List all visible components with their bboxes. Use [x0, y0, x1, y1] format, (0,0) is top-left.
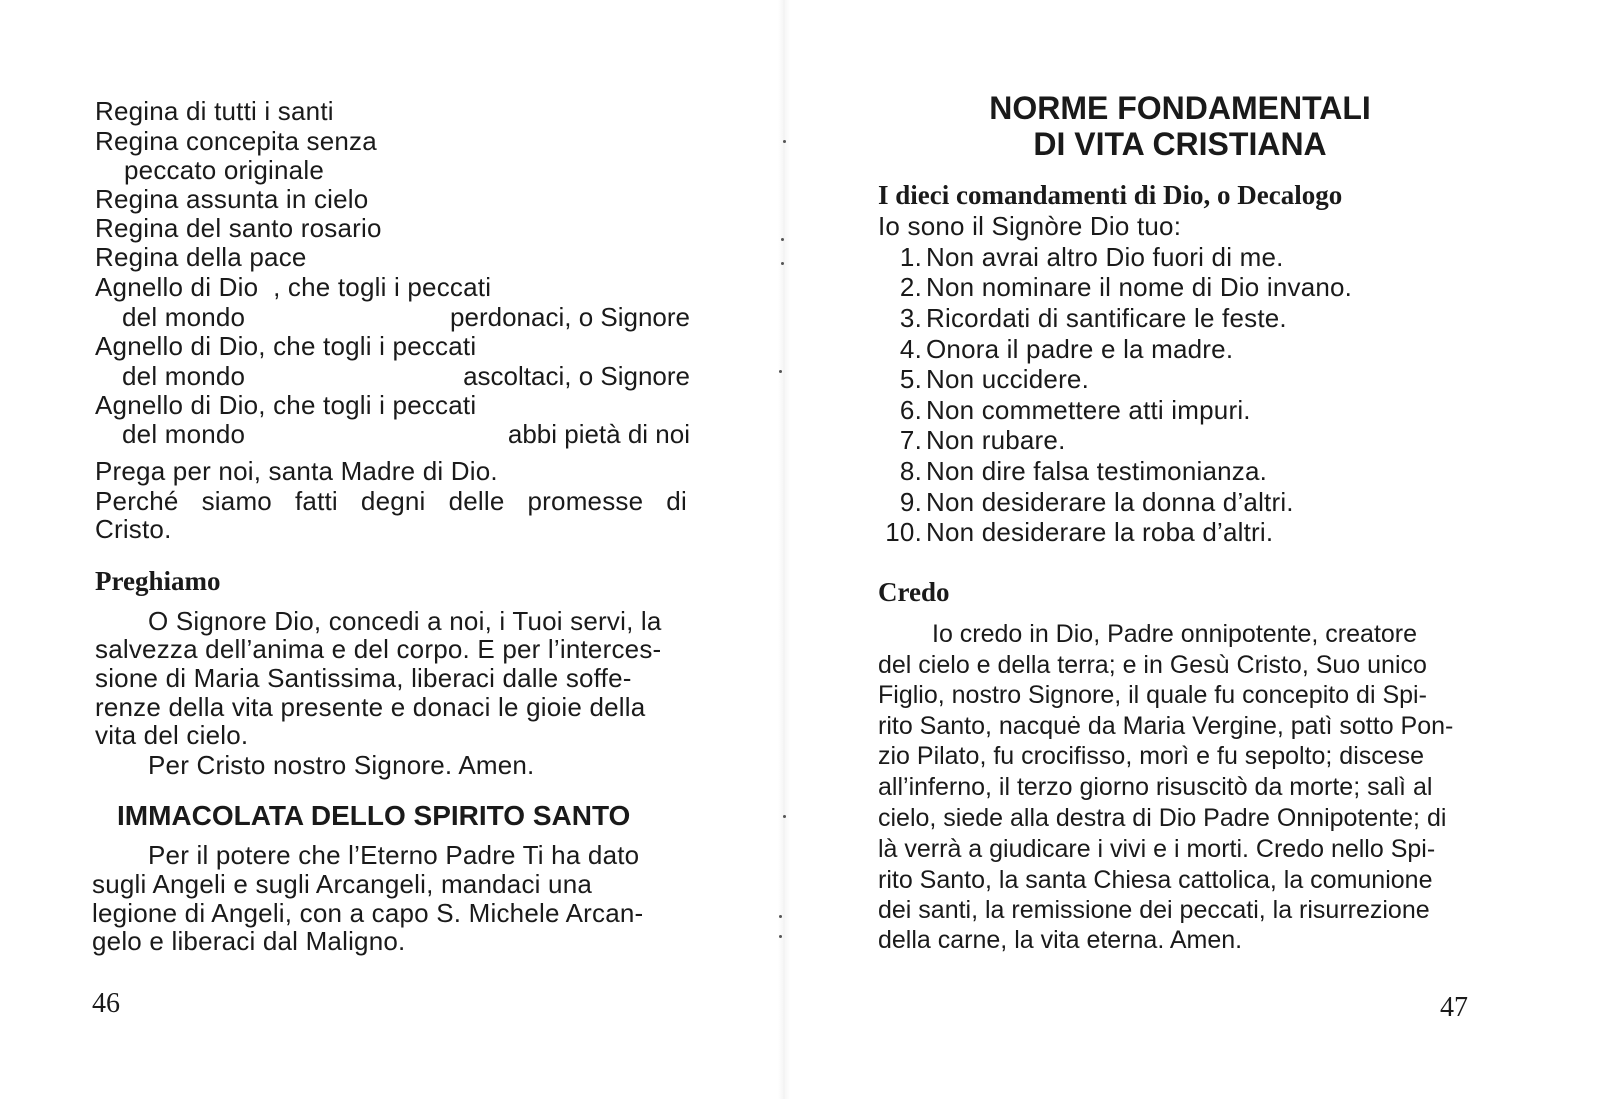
prayer-line: legione di Angeli, con a capo S. Michele Arcan- — [92, 898, 644, 928]
credo-line: del cielo e della terra; e in Gesù Cristo, Suo unico — [878, 651, 1427, 679]
commandment-item — [878, 303, 1287, 333]
litany-response: perdonaci, o Signore — [450, 302, 690, 332]
commandment-number: 4. — [899, 334, 922, 364]
litany-line: del mondo — [122, 419, 246, 449]
commandment-text: Non rubare. — [926, 425, 1066, 455]
litany-response: abbi pietà di noi — [507, 419, 690, 449]
commandment-text: Non uccidere. — [926, 364, 1090, 394]
verse-word: delle — [448, 486, 505, 516]
commandment-item — [878, 395, 1251, 425]
prayer-line: Per Cristo nostro Signore. Amen. — [148, 750, 535, 780]
prayer-line: gelo e liberaci dal Maligno. — [92, 926, 406, 956]
commandment-text: Ricordati di santificare le feste. — [926, 303, 1287, 333]
prayer-line: salvezza dell’anima e del corpo. E per l’interces- — [95, 634, 662, 664]
commandment-number: 8. — [899, 456, 922, 486]
prayer-line: vita del cielo. — [95, 720, 249, 750]
litany-line: Regina del santo rosario — [95, 213, 382, 243]
commandment-text: Non dire falsa testimonianza. — [926, 456, 1268, 486]
print-speck — [781, 238, 784, 241]
verse-line: Prega per noi, santa Madre di Dio. — [95, 456, 498, 486]
commandment-text: Non desiderare la roba d’altri. — [926, 517, 1274, 547]
commandment-number: 5. — [899, 364, 922, 394]
verse-word: siamo — [201, 486, 272, 516]
credo-line: all’inferno, il terzo giorno risuscitò da morte; salì al — [878, 773, 1433, 801]
litany-line: peccato originale — [124, 155, 324, 185]
litany-line: Agnello di Dio, che togli i peccati — [95, 390, 477, 420]
commandment-number: 1. — [899, 242, 922, 272]
immacolata-heading: IMMACOLATA DELLO SPIRITO SANTO — [117, 800, 631, 831]
verse-line: Cristo. — [95, 514, 172, 544]
prayer-line: Per il potere che l’Eterno Padre Ti ha dato — [148, 840, 640, 870]
commandment-number: 7. — [899, 425, 922, 455]
print-speck — [781, 262, 784, 265]
credo-line: Io credo in Dio, Padre onnipotente, creatore — [932, 620, 1418, 648]
credo-line: cielo, siede alla destra di Dio Padre Onnipotente; di — [878, 804, 1447, 832]
verse-word: Perché — [95, 486, 179, 516]
verse-word: fatti — [294, 486, 338, 516]
commandment-text: Non avrai altro Dio fuori di me. — [926, 242, 1284, 272]
commandment-item — [878, 517, 1273, 547]
section-title-line: DI VITA CRISTIANA — [1033, 126, 1327, 162]
verse-word: di — [666, 486, 687, 516]
commandment-text: Non commettere atti impuri. — [926, 395, 1251, 425]
left-page — [0, 0, 780, 1099]
commandment-number: 6. — [899, 395, 922, 425]
commandment-text: Non nominare il nome di Dio invano. — [926, 272, 1353, 302]
commandment-text: Onora il padre e la madre. — [926, 334, 1234, 364]
commandment-item — [878, 242, 1284, 272]
right-page — [790, 0, 1600, 1099]
litany-line: Agnello di Dio, che togli i peccati — [95, 331, 477, 361]
credo-heading: Credo — [878, 577, 950, 607]
prayer-line: sione di Maria Santissima, liberaci dalle soffe- — [95, 663, 632, 693]
litany-line: del mondo — [122, 302, 246, 332]
litany-response: ascoltaci, o Signore — [463, 361, 690, 391]
verse-word: degni — [360, 486, 426, 516]
credo-line: dei santi, la remissione dei peccati, la risurrezione — [878, 896, 1430, 924]
litany-line: del mondo — [122, 361, 246, 391]
page-number: 47 — [1440, 992, 1468, 1023]
litany-line: Agnello di Dio , che togli i peccati — [95, 272, 492, 302]
commandment-number: 10. — [885, 517, 922, 547]
credo-line: rito Santo, nacquė da Maria Vergine, patì sotto Pon- — [878, 712, 1454, 740]
section-title-line: NORME FONDAMENTALI — [989, 90, 1371, 126]
page-number: 46 — [92, 988, 120, 1019]
verse-word: promesse — [527, 486, 644, 516]
print-speck — [783, 140, 786, 143]
commandment-number: 3. — [899, 303, 922, 333]
decalogo-heading: I dieci comandamenti di Dio, o Decalogo — [878, 180, 1343, 210]
commandment-item — [878, 334, 1233, 364]
credo-line: rito Santo, la santa Chiesa cattolica, la comunione — [878, 866, 1433, 894]
prayer-line: O Signore Dio, concedi a noi, i Tuoi servi, la — [148, 606, 662, 636]
credo-line: della carne, la vita eterna. Amen. — [878, 926, 1243, 954]
commandment-item — [878, 487, 1294, 517]
commandment-item — [878, 364, 1089, 394]
litany-line: Regina della pace — [95, 242, 307, 272]
print-speck — [783, 815, 786, 818]
commandment-number: 2. — [899, 272, 922, 302]
preghiamo-heading: Preghiamo — [95, 566, 221, 596]
commandment-item — [878, 425, 1066, 455]
prayer-line: renze della vita presente e donaci le gioie della — [95, 692, 646, 722]
credo-line: zio Pilato, fu crocifisso, morì e fu sepolto; discese — [878, 742, 1425, 770]
litany-line: Regina concepita senza — [95, 126, 377, 156]
commandment-item — [878, 456, 1267, 486]
prayer-line: sugli Angeli e sugli Arcangeli, mandaci una — [92, 869, 593, 899]
commandment-number: 9. — [899, 487, 922, 517]
litany-line: Regina di tutti i santi — [95, 96, 334, 126]
credo-line: Figlio, nostro Signore, il quale fu concepito di Spi- — [878, 681, 1427, 709]
litany-line: Regina assunta in cielo — [95, 184, 369, 214]
commandment-item — [878, 272, 1352, 302]
commandment-text: Non desiderare la donna d’altri. — [926, 487, 1294, 517]
decalogo-intro: Io sono il Signòre Dio tuo: — [878, 211, 1182, 241]
verse-line — [95, 486, 687, 516]
credo-line: là verrà a giudicare i vivi e i morti. Credo nello Spi- — [878, 835, 1436, 863]
